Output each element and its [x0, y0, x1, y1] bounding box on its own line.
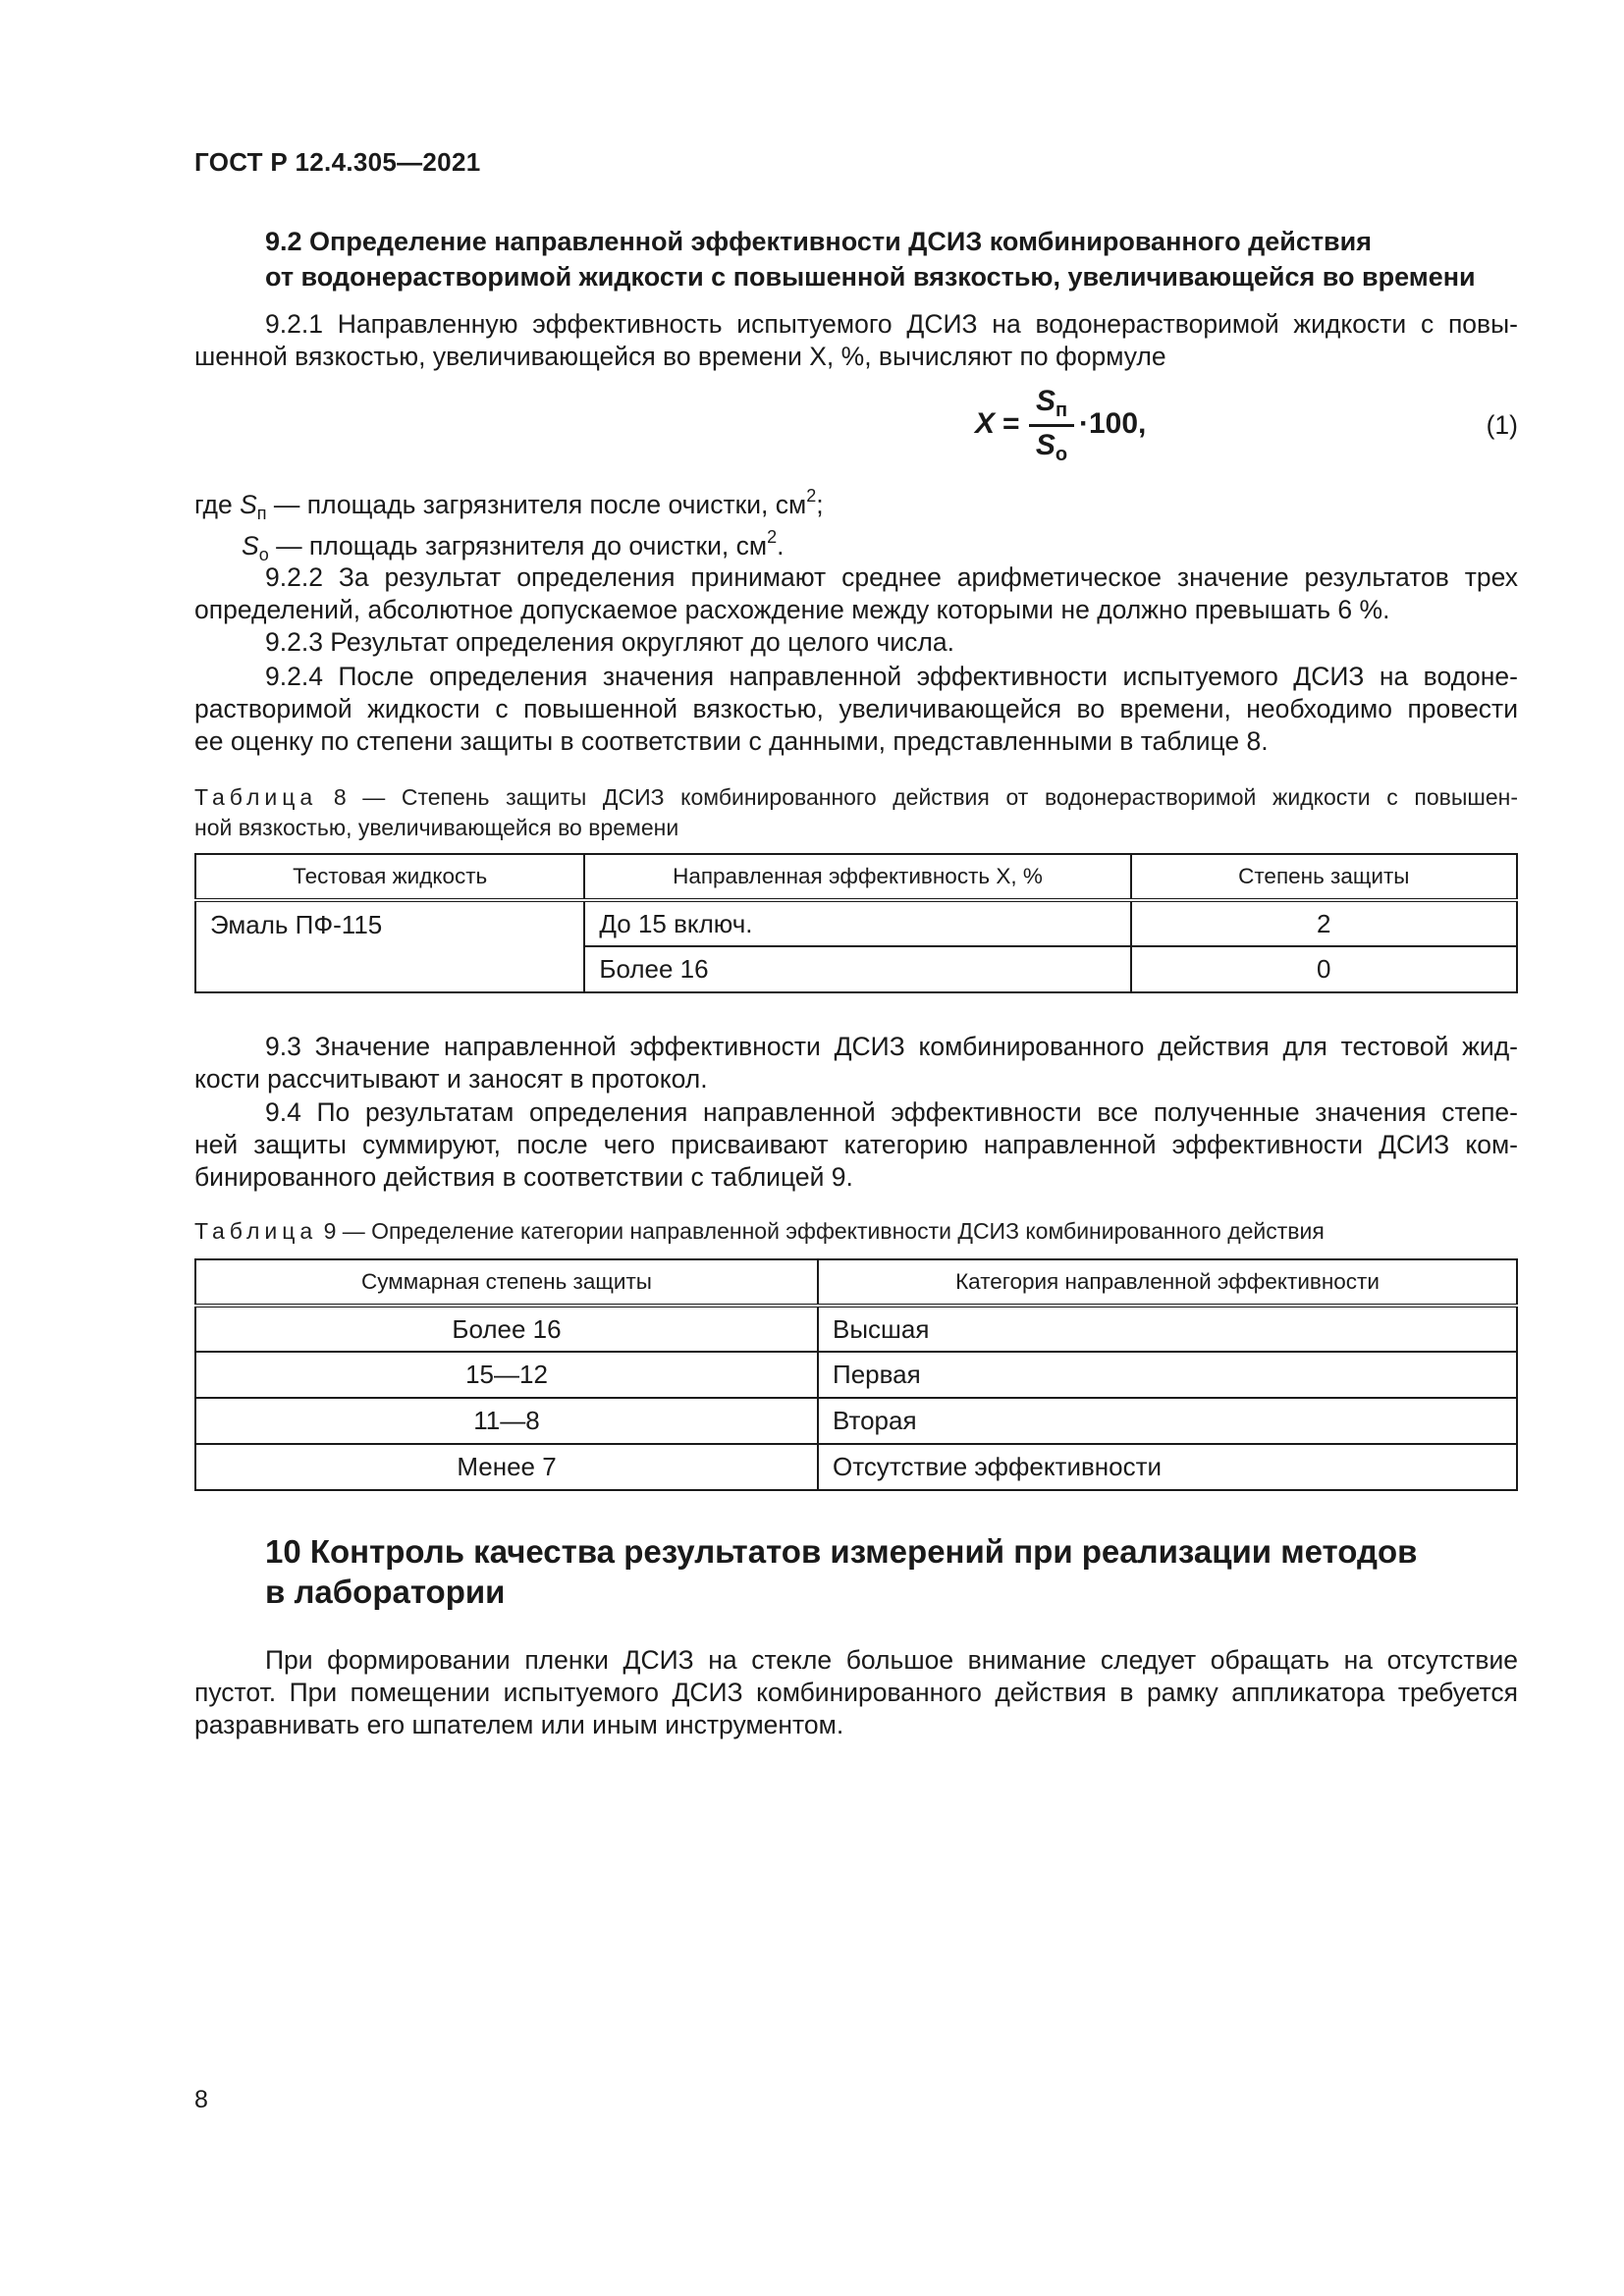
- table-cell-efficiency: До 15 включ.: [584, 900, 1130, 946]
- legend-subscript: п: [256, 504, 267, 523]
- table-9-caption: [194, 1216, 1518, 1247]
- paragraph-line: 9.2.1 Направленную эффективность испытуемого ДСИЗ на водонерастворимой жидкости с повы-: [265, 309, 1518, 339]
- table-header-row: [195, 1259, 1517, 1306]
- numerator-subscript: п: [1055, 400, 1068, 421]
- section-heading-line: в лаборатории: [265, 1574, 506, 1610]
- legend-symbol: S: [240, 490, 257, 519]
- table-cell-category: Высшая: [818, 1306, 1517, 1352]
- caption-line: ной вязкостью, увеличивающейся во времени: [194, 815, 679, 840]
- paragraph-9-2-2: [194, 561, 1518, 626]
- legend-end: ;: [816, 490, 824, 519]
- legend-prefix: где: [194, 490, 233, 519]
- paragraph-line: шенной вязкостью, увеличивающейся во времени X, %, вычисляют по формуле: [194, 342, 1166, 371]
- table-9: [194, 1258, 1518, 1491]
- paragraph-line: 9.3 Значение направленной эффективности ДСИЗ комбинированного действия для тестовой жид-: [265, 1032, 1518, 1061]
- paragraph-line: 9.4 По результатам определения направленной эффективности все полученные значения степе-: [265, 1097, 1518, 1127]
- formula-lhs: X: [975, 407, 996, 440]
- page-number: 8: [194, 2086, 208, 2113]
- paragraph-line: пустот. При помещении испытуемого ДСИЗ комбинированного действия в рамку аппликатора требуется: [194, 1678, 1518, 1707]
- formula-number: (1): [1486, 410, 1518, 440]
- legend-line-sp: [194, 486, 824, 523]
- paragraph-line: определений, абсолютное допускаемое расхождение между которыми не должно превышать 6 %.: [194, 595, 1390, 624]
- table-row: [195, 1352, 1517, 1398]
- paragraph-line: разравнивать его шпателем или иным инструментом.: [194, 1710, 844, 1739]
- paragraph-line: ее оценку по степени защиты в соответствии с данными, представленными в таблице 8.: [194, 726, 1269, 756]
- paragraph-line: бинированного действия в соответствии с таблицей 9.: [194, 1162, 853, 1192]
- paragraph-line: При формировании пленки ДСИЗ на стекле большое внимание следует обращать на отсутствие: [265, 1645, 1518, 1675]
- subsection-heading-line: от водонерастворимой жидкости с повышенной вязкостью, увеличивающейся во времени: [265, 262, 1476, 292]
- paragraph-line: 9.2.4 После определения значения направленной эффективности испытуемого ДСИЗ на водоне-: [265, 662, 1518, 691]
- table-cell-category: Отсутствие эффективности: [818, 1444, 1517, 1490]
- document-code: ГОСТ Р 12.4.305—2021: [194, 147, 481, 177]
- table-cell-category: Вторая: [818, 1398, 1517, 1444]
- legend-end: .: [777, 531, 785, 561]
- formula-denominator: [1028, 429, 1075, 468]
- legend-superscript: 2: [767, 527, 778, 547]
- caption-line: [194, 1216, 1518, 1247]
- legend-text: — площадь загрязнителя после очистки, см: [266, 490, 807, 519]
- numerator-symbol: S: [1035, 385, 1056, 417]
- table-header-cell: Тестовая жидкость: [195, 854, 584, 900]
- formula-numerator: [1028, 385, 1075, 424]
- paragraph-line: 9.2.2 За результат определения принимают среднее арифметическое значение результатов трех: [265, 562, 1518, 592]
- table-8: [194, 853, 1518, 993]
- paragraph-9-2-4: [194, 661, 1518, 758]
- formula-multiplier: ·100,: [1079, 407, 1147, 440]
- denominator-symbol: S: [1035, 429, 1056, 461]
- table-header-row: [195, 854, 1517, 900]
- caption-label: Таблица: [194, 1218, 318, 1244]
- subsection-heading-line: 9.2 Определение направленной эффективности ДСИЗ комбинированного действия: [265, 227, 1373, 256]
- table-cell-efficiency: Более 16: [584, 946, 1130, 992]
- denominator-subscript: о: [1055, 444, 1068, 465]
- caption-label: Таблица: [194, 784, 318, 810]
- table-cell-degree: 0: [1131, 946, 1517, 992]
- fraction-bar: [1029, 424, 1074, 427]
- formula-fraction: [1028, 385, 1075, 468]
- table-header-cell: Категория направленной эффективности: [818, 1259, 1517, 1306]
- table-cell-degree: 2: [1131, 900, 1517, 946]
- legend-text: — площадь загрязнителя до очистки, см: [268, 531, 768, 561]
- paragraph-9-3: [194, 1031, 1518, 1095]
- paragraph-10-body: [194, 1644, 1518, 1741]
- legend-subscript: о: [258, 545, 269, 564]
- table-cell-liquid: Эмаль ПФ-115: [195, 900, 584, 992]
- subsection-heading-9-2: [194, 224, 1518, 294]
- paragraph-9-2-1: [194, 308, 1518, 373]
- paragraph-line: ней защиты суммируют, после чего присваивают категорию направленной эффективности ДСИЗ ком-: [194, 1130, 1518, 1159]
- caption-text: 8 — Степень защиты ДСИЗ комбинированного действия от водонерастворимой жидкости с повышен-: [317, 784, 1518, 810]
- paragraph-line: кости рассчитывают и заносят в протокол.: [194, 1064, 708, 1094]
- formula-1: [194, 385, 1518, 473]
- section-heading-line: 10 Контроль качества результатов измерений при реализации методов: [265, 1533, 1418, 1570]
- section-heading-10: [265, 1531, 1417, 1612]
- table-header-cell: Степень защиты: [1131, 854, 1517, 900]
- caption-text: 9 — Определение категории направленной эффективности ДСИЗ комбинированного действия: [317, 1218, 1325, 1244]
- table-8-caption: [194, 782, 1518, 843]
- formula-equals: =: [1002, 407, 1020, 440]
- legend-symbol: S: [242, 531, 259, 561]
- table-cell-sum: Менее 7: [195, 1444, 818, 1490]
- paragraph-9-4: [194, 1096, 1518, 1194]
- table-header-cell: [584, 854, 1130, 900]
- legend-superscript: 2: [806, 486, 817, 506]
- table-cell-sum: 15—12: [195, 1352, 818, 1398]
- table-row: [195, 900, 1517, 946]
- table-row: [195, 1398, 1517, 1444]
- table-row: [195, 1306, 1517, 1352]
- header-efficiency: Направленная эффективность X, %: [673, 864, 1043, 888]
- paragraph-line: 9.2.3 Результат определения округляют до целого числа.: [265, 627, 954, 657]
- table-cell-category: Первая: [818, 1352, 1517, 1398]
- caption-line: [194, 782, 1518, 813]
- paragraph-line: растворимой жидкости с повышенной вязкостью, увеличивающейся во времени, необходимо провести: [194, 694, 1518, 723]
- table-cell-sum: 11—8: [195, 1398, 818, 1444]
- table-row: [195, 1444, 1517, 1490]
- table-header-cell: Суммарная степень защиты: [195, 1259, 818, 1306]
- paragraph-9-2-3: [194, 626, 1518, 659]
- table-cell-sum: Более 16: [195, 1306, 818, 1352]
- formula-legend: [194, 486, 824, 571]
